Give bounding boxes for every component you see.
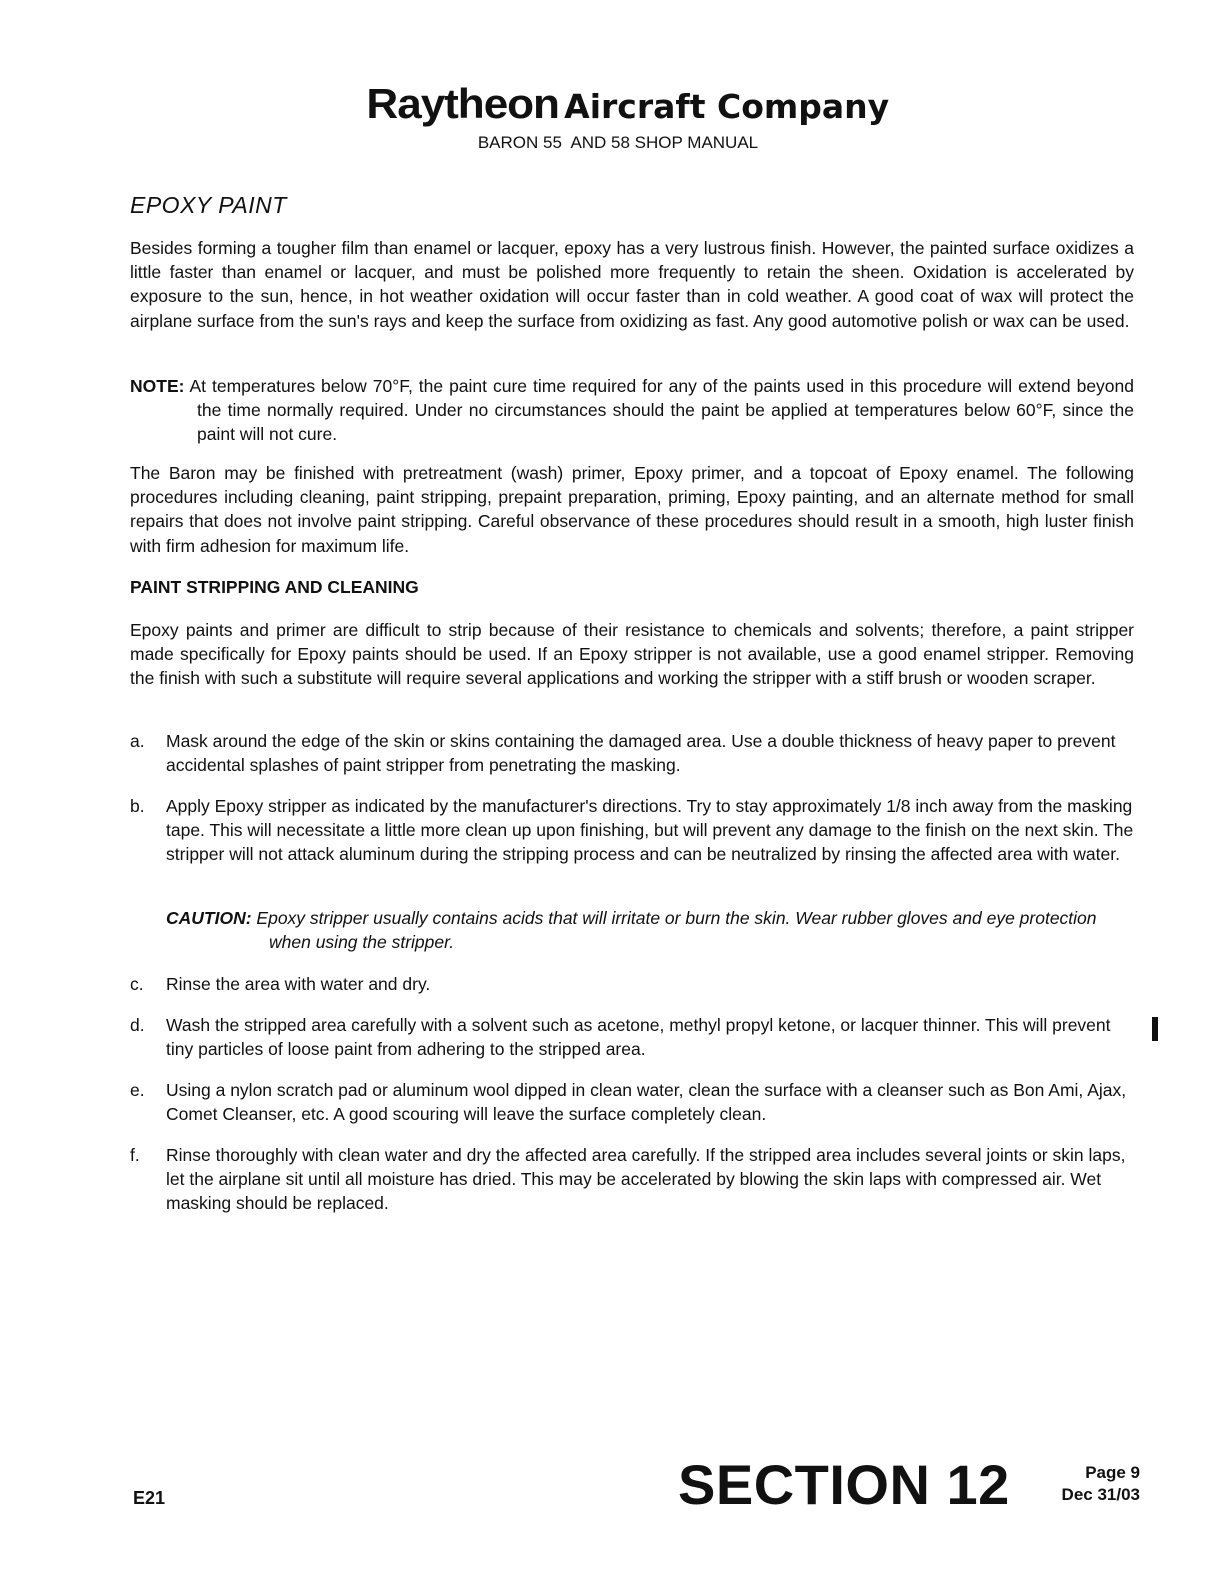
note xyxy=(130,374,1134,447)
list-item xyxy=(130,1013,1134,1061)
list-item xyxy=(130,794,1134,867)
caution xyxy=(166,906,1138,954)
company-logo xyxy=(0,80,1220,128)
footer-code: E21 xyxy=(133,1488,166,1508)
paragraph-intro: Besides forming a tougher film than enamel or lacquer, epoxy has a very lustrous finish. However, the painted surface oxidizes a little faster than enamel or lacquer, and must be polished more frequently to retain the sheen. Oxidation is accelerated by exposure to the sun, hence, in hot weather oxidation will occur faster than in cold weather. A good coat of wax will protect the airplane surface from the sun's rays and keep the surface from oxidizing as fast. Any good automotive polish or wax can be used. xyxy=(130,238,1134,331)
list-marker: b. xyxy=(130,796,145,816)
list-text: Wash the stripped area carefully with a solvent such as acetone, methyl propyl ketone, or lacquer thinner. This will prevent tiny particles of loose paint from adhering to the stripped area. xyxy=(166,1015,1111,1060)
list-item xyxy=(130,1078,1134,1126)
caution-label: CAUTION: xyxy=(166,908,252,928)
list-text: Apply Epoxy stripper as indicated by the manufacturer's directions. Try to stay approximately 1/8 inch away from the masking tape. This will necessitate a little more clean up upon finishing, but will prevent any damage to the finish on the next skin. The stripper will not attack aluminum during the stripping process and can be neutralized by rinsing the affected area with water. xyxy=(166,796,1134,865)
list-marker: e. xyxy=(130,1080,145,1100)
note-text: At temperatures below 70°F, the paint cure time required for any of the paints used in this procedure will extend beyond the time normally required. Under no circumstances should the paint be applied at temperatures below 60°F, since the paint will not cure. xyxy=(189,376,1134,445)
section-title: EPOXY PAINT xyxy=(130,192,287,218)
list-item xyxy=(130,1143,1134,1216)
list-item xyxy=(130,972,1134,996)
change-bar xyxy=(1152,1017,1158,1041)
revision-date: Dec 31/03 xyxy=(1061,1485,1140,1504)
note-label: NOTE: xyxy=(130,376,185,396)
page-number: Page 9 xyxy=(1085,1463,1140,1482)
list-text: Mask around the edge of the skin or skins containing the damaged area. Use a double thickness of heavy paper to prevent accidental splashes of paint stripper from penetrating the masking. xyxy=(166,731,1116,776)
list-text: Using a nylon scratch pad or aluminum wool dipped in clean water, clean the surface with a cleanser such as Bon Ami, Ajax, Comet Cleanser, etc. A good scouring will leave the surface completely clean. xyxy=(166,1080,1127,1125)
paragraph-stripping: Epoxy paints and primer are difficult to strip because of their resistance to chemicals and solvents; therefore, a paint stripper made specifically for Epoxy paints should be used. If an Epoxy stripper is not available, use a good enamel stripper. Removing the finish with such a substitute will require several applications and working the stripper with a stiff brush or wooden scraper. xyxy=(130,620,1134,689)
brand-name: Raytheon xyxy=(366,80,559,127)
manual-title: BARON 55 AND 58 SHOP MANUAL xyxy=(477,133,759,152)
footer-section: SECTION 12 xyxy=(678,1453,1010,1516)
list-marker: a. xyxy=(130,731,145,751)
list-marker: c. xyxy=(130,974,144,994)
list-marker: f. xyxy=(130,1145,140,1165)
list-text: Rinse thoroughly with clean water and dry the affected area carefully. If the stripped area includes several joints or skin laps, let the airplane sit until all moisture has dried. This may be accelerated by blowing the skin laps with compressed air. Wet masking should be replaced. xyxy=(166,1145,1126,1214)
subheading: PAINT STRIPPING AND CLEANING xyxy=(130,577,419,597)
footer-page-info xyxy=(1040,1462,1140,1506)
list-marker: d. xyxy=(130,1015,145,1035)
company-name: Aircraft Company xyxy=(564,87,890,126)
list-item xyxy=(130,729,1134,777)
paragraph-finish: The Baron may be finished with pretreatment (wash) primer, Epoxy primer, and a topcoat of Epoxy enamel. The following procedures including cleaning, paint stripping, prepaint preparation, priming, Epoxy painting, and an alternate method for small repairs that does not involve paint stripping. Careful observance of these procedures should result in a smooth, high luster finish with firm adhesion for maximum life. xyxy=(130,463,1134,556)
list-text: Rinse the area with water and dry. xyxy=(166,974,431,994)
caution-text: Epoxy stripper usually contains acids that will irritate or burn the skin. Wear rubber gloves and eye protection when using the stripper. xyxy=(256,908,1097,953)
